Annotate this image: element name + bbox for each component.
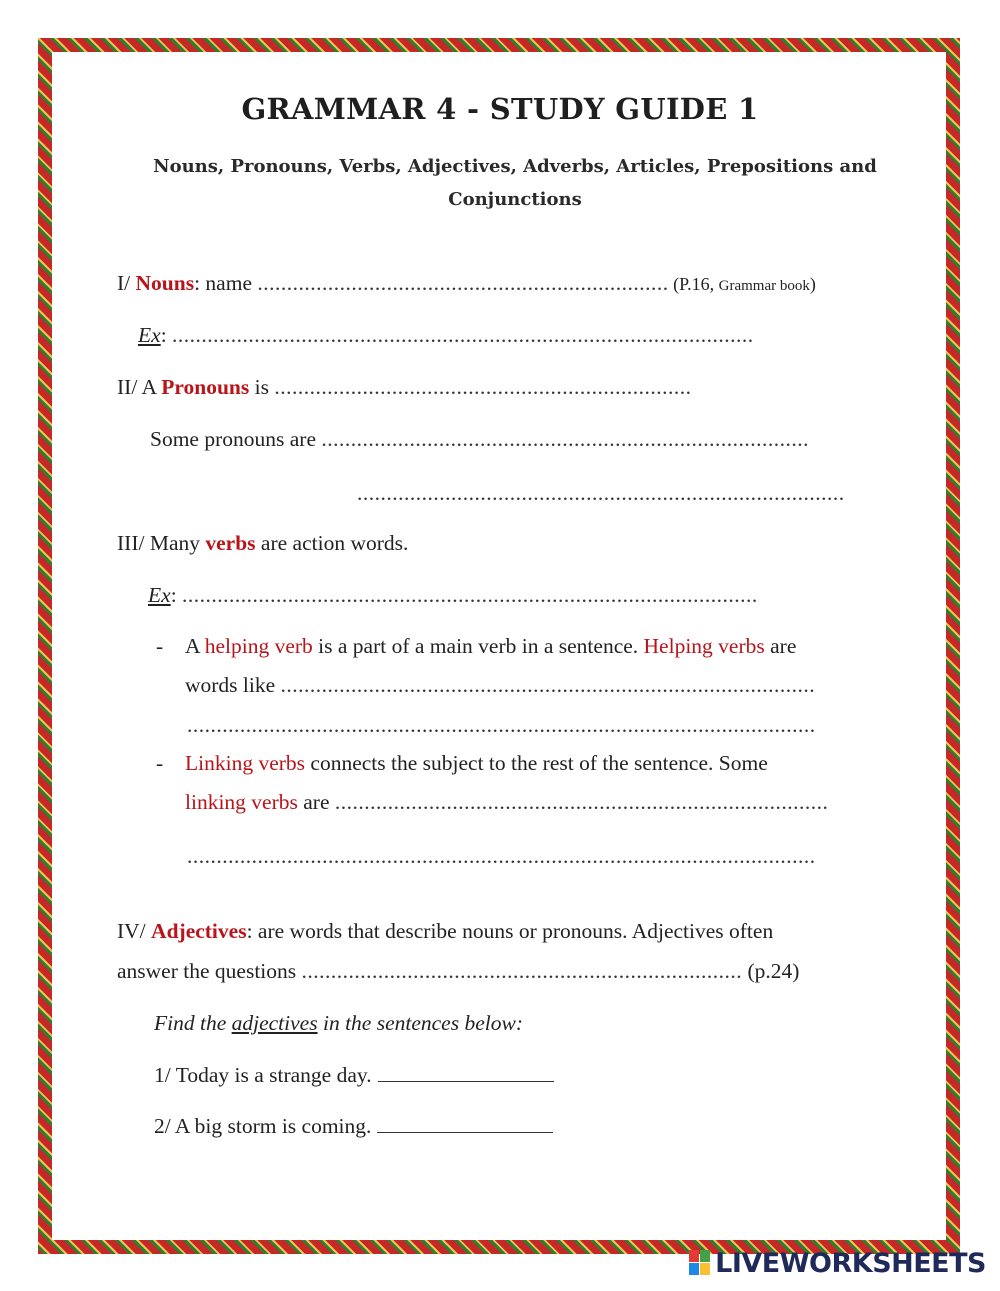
bullet-dash-helping: - (156, 634, 164, 658)
answer-blank-verbs-example[interactable]: .................................................................................................. (182, 583, 758, 607)
section-adjectives: IV/ Adjectives: are words that describe nouns or pronouns. Adjectives often (117, 919, 774, 943)
question-1: 1/ Today is a strange day. (154, 1063, 554, 1088)
answer-blank-pronouns-list-2[interactable]: ................................................................................... (357, 481, 845, 505)
answer-input-q2[interactable] (377, 1114, 553, 1133)
answer-blank-pronouns-list[interactable]: ................................................................................... (321, 427, 809, 451)
section-nouns: I/ Nouns: name ...................................................................... (P.16, Grammar book) (117, 271, 816, 295)
liveworksheets-logo-icon (689, 1250, 711, 1276)
answer-blank-adjectives[interactable]: ........................................................................... (301, 959, 743, 983)
answer-blank-nouns-example[interactable]: ................................................................................................... (172, 323, 754, 347)
verbs-example: Ex: .................................................................................................. (148, 583, 758, 607)
answer-blank-helping-verbs-2[interactable]: ........................................................................................................... (187, 713, 816, 737)
answer-blank-linking-verbs-2[interactable]: ........................................................................................................... (187, 844, 816, 868)
term-linking-verbs-2: linking verbs (185, 790, 298, 814)
term-adjectives: Adjectives (151, 919, 247, 943)
answer-blank-nouns[interactable]: ...................................................................... (257, 271, 669, 295)
pronouns-list: Some pronouns are ................................................................................... (150, 427, 809, 451)
page-title: GRAMMAR 4 - STUDY GUIDE 1 (241, 92, 759, 126)
term-verbs: verbs (205, 531, 256, 555)
nouns-example: Ex: ................................................................................................... (138, 323, 754, 347)
term-helping-verbs: Helping verbs (643, 634, 765, 658)
term-nouns: Nouns (135, 271, 195, 295)
term-pronouns: Pronouns (161, 375, 250, 399)
helping-verbs-line3 (187, 713, 816, 738)
answer-input-q1[interactable] (378, 1063, 554, 1082)
pronouns-list-line2 (357, 481, 845, 506)
linking-verbs-line1: Linking verbs connects the subject to the rest of the sentence. Some (185, 751, 768, 775)
linking-verbs-line2: linking verbs are .................................................................................... (185, 790, 829, 814)
liveworksheets-logo (689, 1247, 986, 1279)
section-pronouns: II/ A Pronouns is ....................................................................... (117, 375, 692, 399)
helping-verbs-line1: A helping verb is a part of a main verb in a sentence. Helping verbs are (185, 634, 797, 658)
term-helping-verb: helping verb (204, 634, 313, 658)
page-subtitle: Nouns, Pronouns, Verbs, Adjectives, Adverbs, Articles, Prepositions and Conjunctions (153, 156, 877, 210)
helping-verbs-line2: words like ........................................................................................... (185, 673, 816, 697)
adjectives-line2: answer the questions ........................................................................... (p.24) (117, 959, 800, 983)
term-linking-verbs: Linking verbs (185, 751, 306, 775)
answer-blank-pronouns[interactable]: ....................................................................... (274, 375, 692, 399)
bullet-dash-linking: - (156, 751, 164, 775)
answer-blank-helping-verbs[interactable]: ........................................................................................... (280, 673, 816, 697)
adjectives-instruction: Find the adjectives in the sentences below: (154, 1011, 523, 1035)
answer-blank-linking-verbs[interactable]: .................................................................................... (334, 790, 829, 814)
section-verbs: III/ Many verbs are action words. (117, 531, 409, 555)
liveworksheets-logo-text: LIVEWORKSHEETS (715, 1247, 986, 1279)
question-2: 2/ A big storm is coming. (154, 1114, 553, 1139)
linking-verbs-line3 (187, 844, 816, 869)
